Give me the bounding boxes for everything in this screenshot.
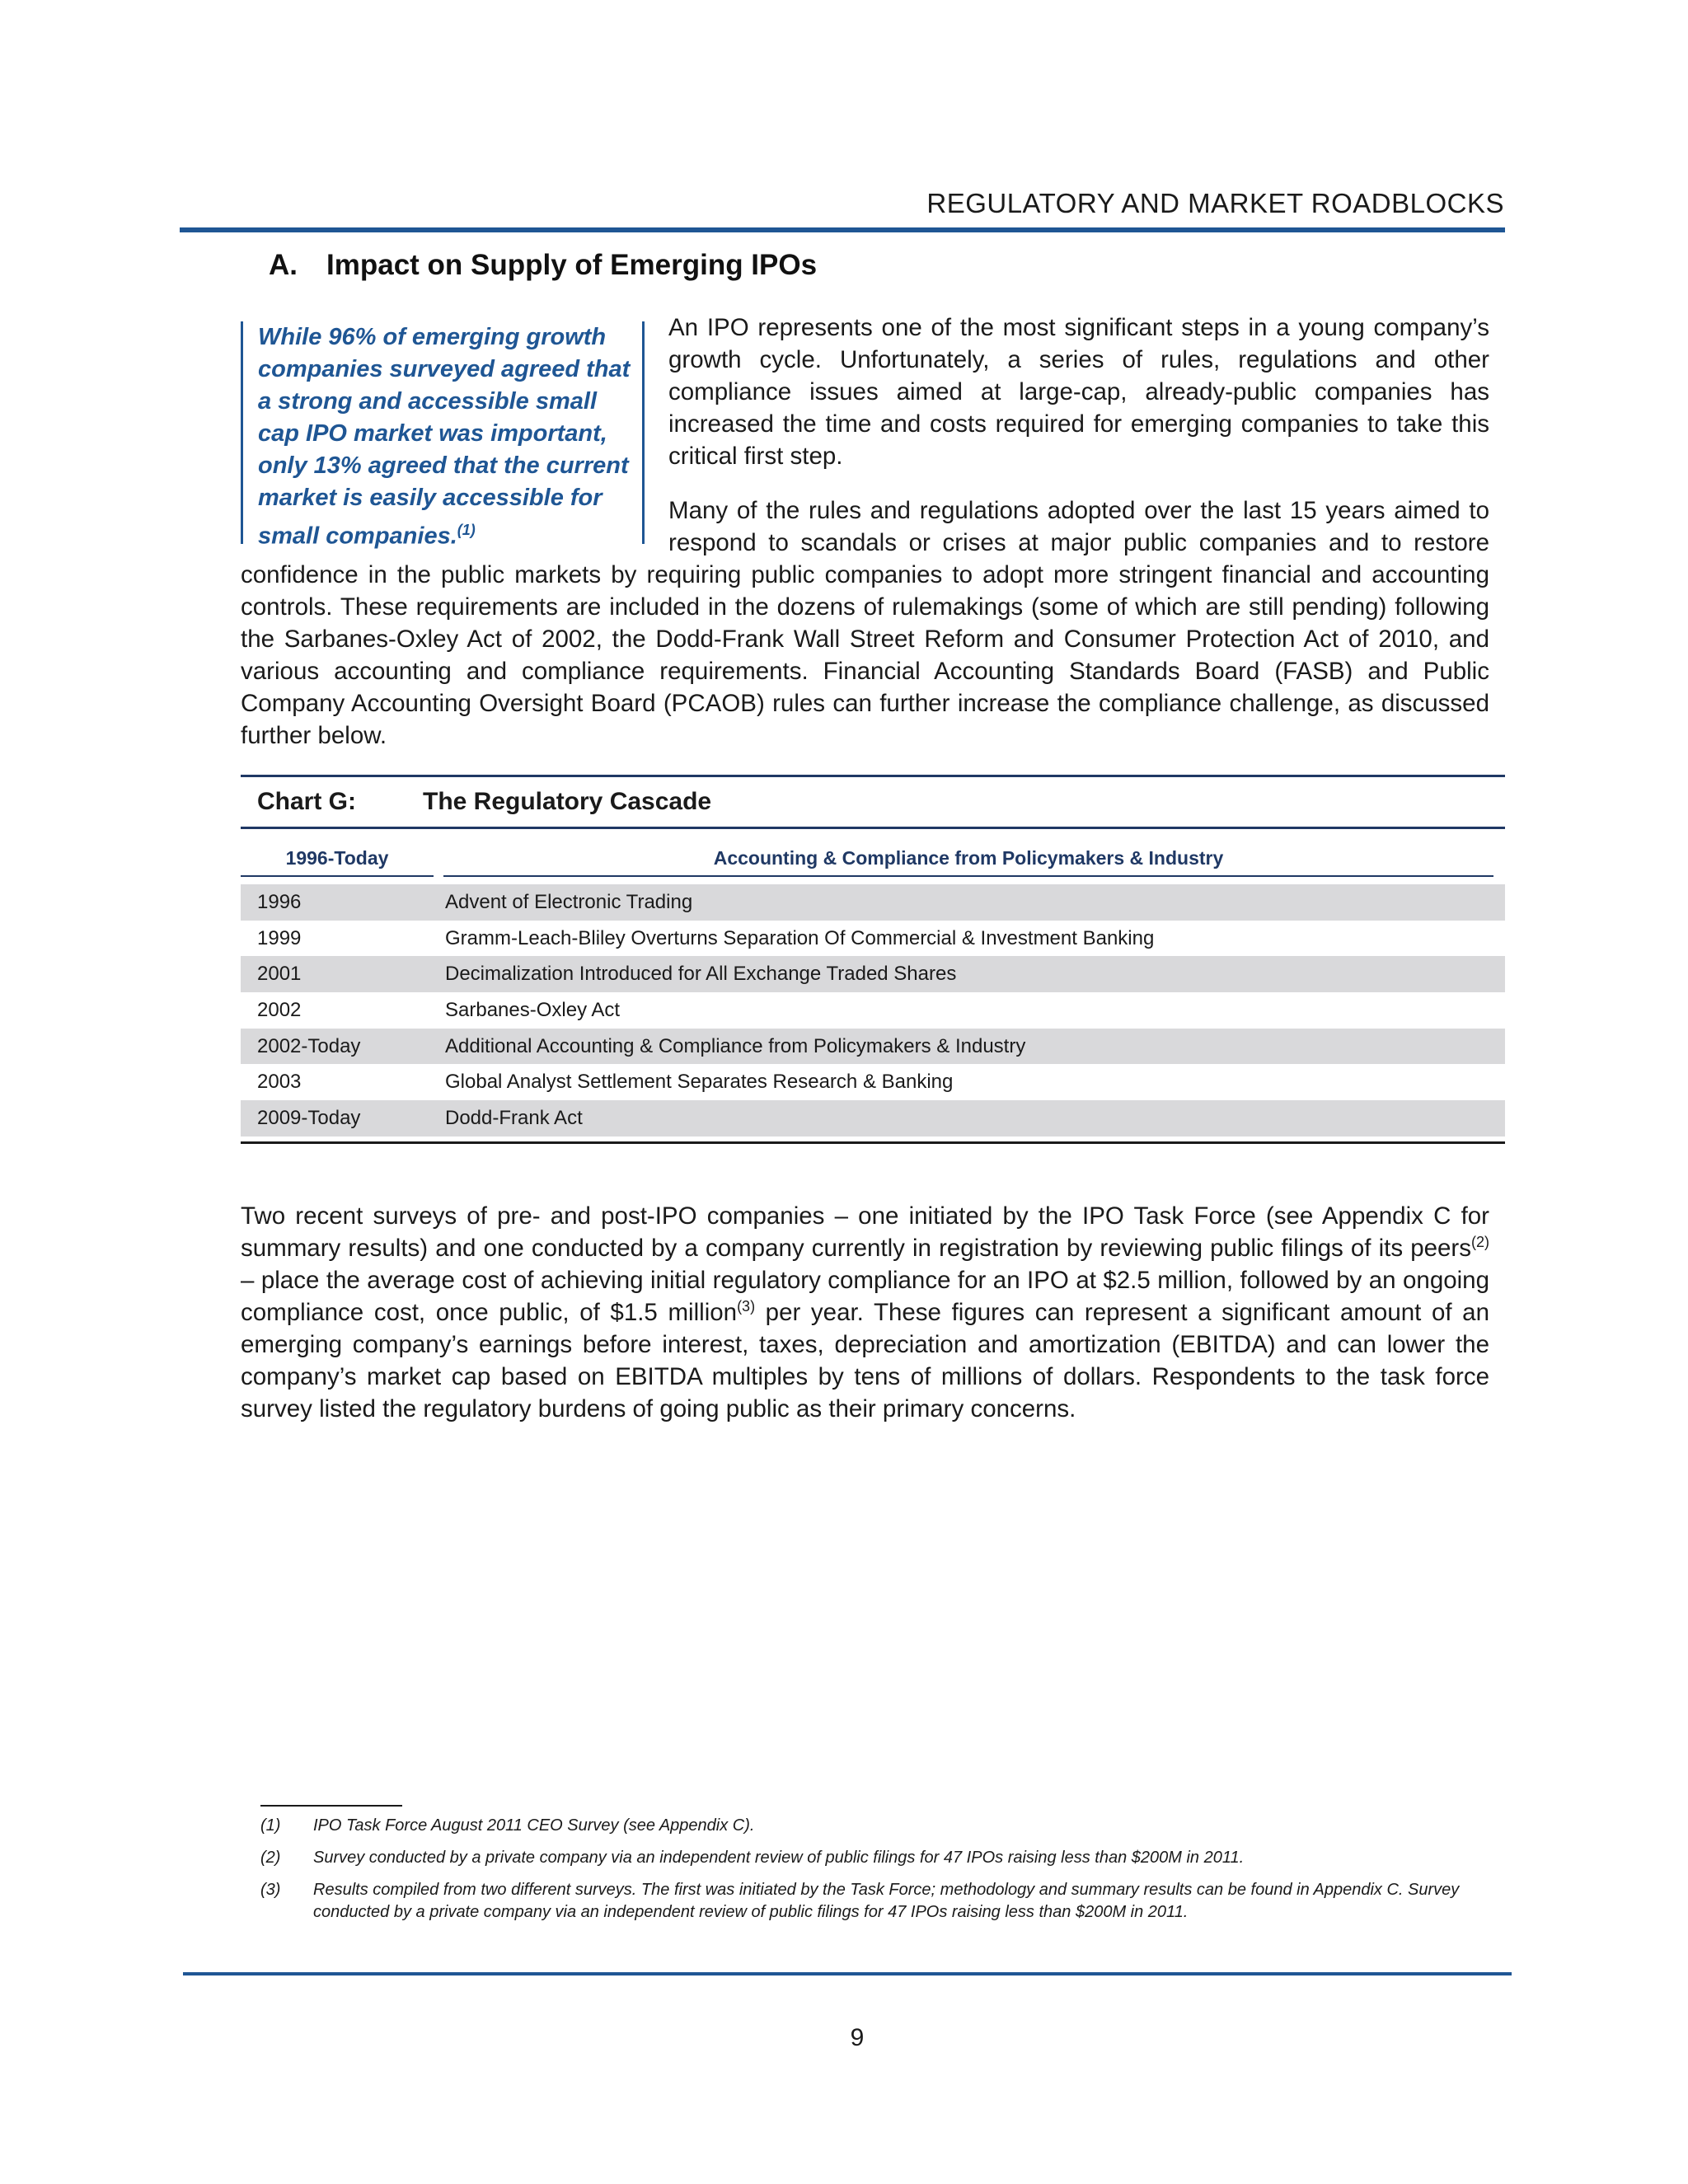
pull-quote-body: While 96% of emerging growth companies surveyed agreed that a strong and accessible small cap IPO market was important, only 13% agreed that the current market is easily accessible for small companies. — [258, 324, 631, 550]
footnote-number: (3) — [260, 1881, 281, 1899]
pull-quote-text — [258, 321, 637, 553]
footnote-ref: (2) — [1471, 1234, 1489, 1251]
footnote — [260, 1847, 1505, 1869]
paragraph-2-continued: confidence in the public markets by requiring public companies to adopt more stringent financial and accounting controls. These requirements are included in the dozens of rulemakings (some of which are still pending) following the Sarbanes-Oxley Act of 2002, the Dodd-Frank Wall Street Reform and Consumer Protection Act of 2010, and various accounting and compliance requirements. Financial Accounting Standards Board (FASB) and Public Company Accounting Oversight Board (PCAOB) rules can further increase the compliance challenge, as discussed further below. — [241, 561, 1489, 749]
paragraph-2-start: Many of the rules and regulations adopted over the last 15 years aimed to respond to scandals or crises at major public companies and to restore — [668, 497, 1489, 556]
table-cell-year: 1999 — [257, 926, 302, 949]
column-header-events: Accounting & Compliance from Policymakers & Industry — [713, 847, 1224, 869]
table-cell-year: 2003 — [257, 1071, 302, 1094]
table-row — [241, 992, 1505, 1029]
header-rule — [180, 227, 1505, 232]
table-cell-year: 2002-Today — [257, 1034, 361, 1057]
pull-quote-footnote-ref: (1) — [457, 522, 476, 538]
footer-rule — [183, 1972, 1512, 1975]
table-cell-year: 2001 — [257, 963, 302, 986]
footnote-separator — [260, 1805, 402, 1807]
footnote-ref: (3) — [737, 1298, 756, 1315]
table-cell-year: 2002 — [257, 998, 302, 1021]
paragraph-3 — [241, 1200, 1489, 1425]
chart-title: The Regulatory Cascade — [423, 788, 712, 815]
footnote-number: (2) — [260, 1849, 281, 1867]
page-number: 9 — [850, 2024, 865, 2051]
table-cell-event: Advent of Electronic Trading — [445, 890, 693, 913]
table-row — [241, 1064, 1505, 1100]
footnote — [260, 1879, 1505, 1924]
section-heading: A. Impact on Supply of Emerging IPOs — [269, 249, 818, 281]
table-cell-event: Additional Accounting & Compliance from Policymakers & Industry — [445, 1034, 1026, 1057]
table-row — [241, 884, 1505, 921]
column-header-underline — [443, 875, 1493, 877]
column-header-period: 1996-Today — [285, 847, 389, 869]
paragraph-3-text: – place the average cost of achieving initial regulatory compliance for an IPO at $2.5 million, followed by an ongoing compliance cost, once public, of $1.5 million — [241, 1267, 1489, 1326]
table-row — [241, 1029, 1505, 1065]
paragraph-3-text: Two recent surveys of pre- and post-IPO companies – one initiated by the IPO Task Force (see Appendix C for summary results) and one conducted by a company currently in registration by reviewing public filings of its peers — [241, 1202, 1489, 1262]
footnote-text: Results compiled from two different surveys. The first was initiated by the Task Force; methodology and summary results can be found in Appendix C. Survey conducted by a private company via an independent review of public filings for 47 IPOs raising less than $200M in 2011. — [313, 1881, 1460, 1921]
footnote — [260, 1815, 1505, 1837]
paragraph-3-text: per year. These figures can represent a significant amount of an emerging company’s earnings before interest, taxes, depreciation and amortization (EBITDA) and can lower the company’s market cap based on EBITDA multiples by tens of millions of dollars. Respondents to the task force survey listed the regulatory burdens of going public as their primary concerns. — [241, 1299, 1489, 1422]
paragraph-1: An IPO represents one of the most significant steps in a young company’s growth cycle. Unfortunately, a series of rules, regulations and other compliance issues aimed at large-cap, already-public companies has increased the time and costs required for emerging companies to take this critical first step. — [668, 314, 1489, 470]
table-cell-event: Sarbanes-Oxley Act — [445, 998, 621, 1021]
footnote-text: Survey conducted by a private company via an independent review of public filings for 47 IPOs raising less than $200M in 2011. — [313, 1849, 1245, 1867]
table-cell-event: Global Analyst Settlement Separates Research & Banking — [445, 1071, 954, 1094]
footnote-number: (1) — [260, 1816, 281, 1835]
chart-top-rule — [241, 775, 1505, 777]
pull-quote — [241, 321, 645, 550]
table-row — [241, 921, 1505, 957]
chart-label: Chart G: — [257, 788, 356, 815]
chart-title-rule — [241, 827, 1505, 829]
table-cell-event: Decimalization Introduced for All Exchange Traded Shares — [445, 963, 957, 986]
footnotes — [260, 1815, 1505, 1933]
table-cell-year: 1996 — [257, 890, 302, 913]
table-row — [241, 956, 1505, 992]
table-cell-year: 2009-Today — [257, 1106, 361, 1129]
chart-bottom-rule — [241, 1141, 1505, 1144]
cascade-table — [241, 884, 1505, 1137]
column-header-underline — [241, 875, 434, 877]
footnote-text: IPO Task Force August 2011 CEO Survey (see Appendix C). — [313, 1816, 755, 1835]
table-cell-event: Gramm-Leach-Bliley Overturns Separation Of Commercial & Investment Banking — [445, 926, 1155, 949]
running-header: REGULATORY AND MARKET ROADBLOCKS — [926, 188, 1504, 218]
table-row — [241, 1100, 1505, 1137]
table-cell-event: Dodd-Frank Act — [445, 1106, 583, 1129]
